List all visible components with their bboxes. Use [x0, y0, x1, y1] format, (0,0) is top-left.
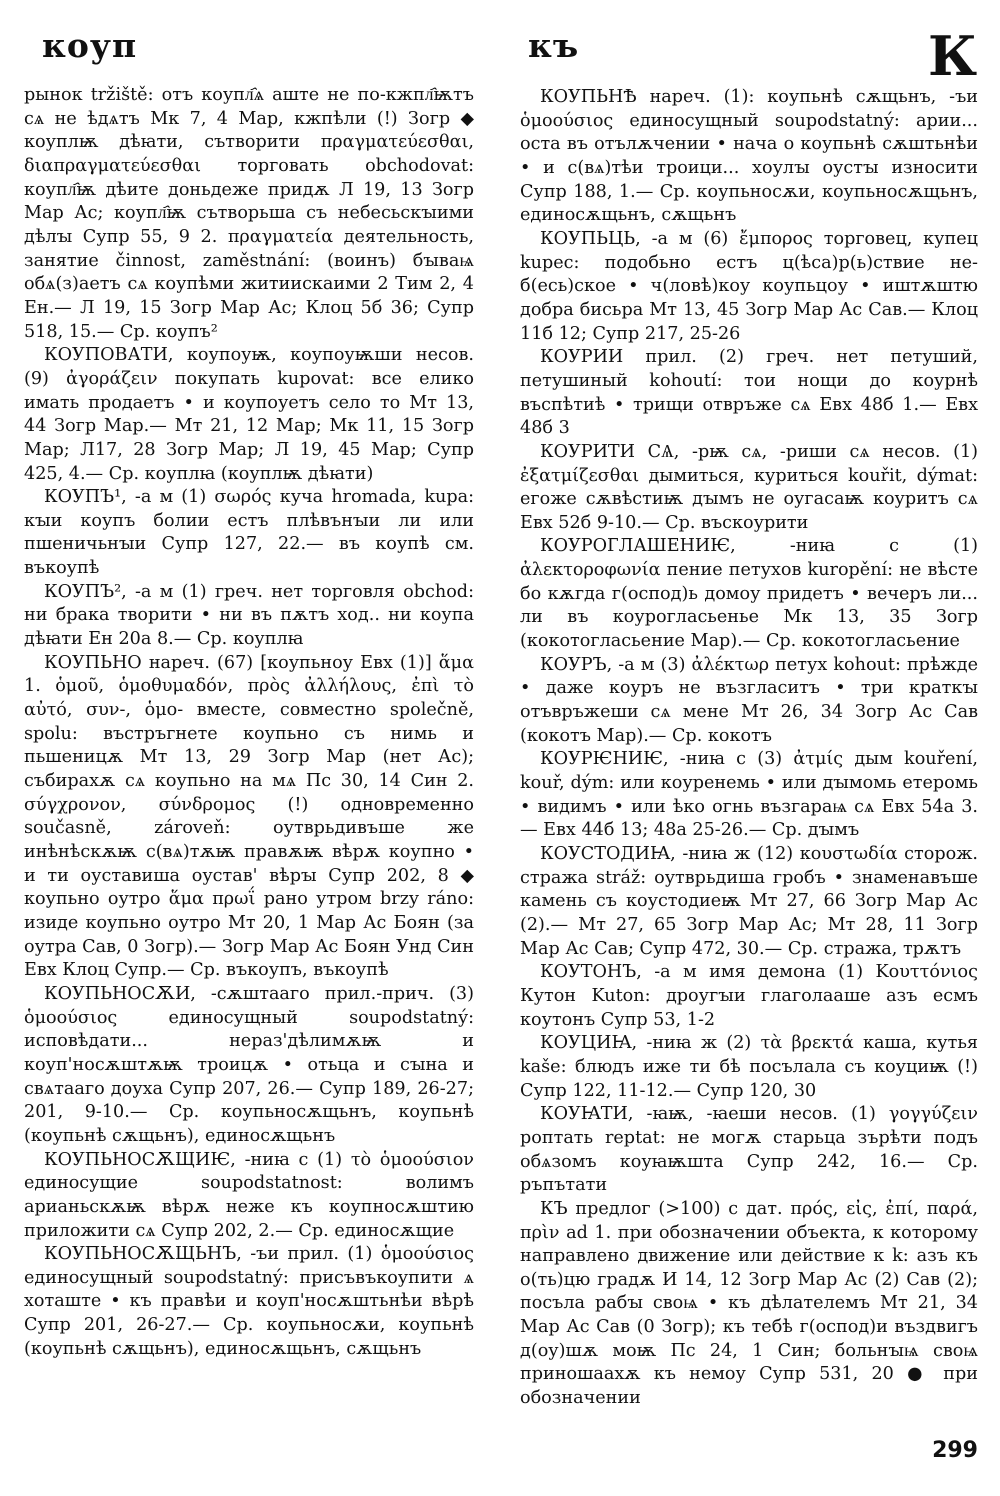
dictionary-entry: КОУРИИ прил. (2) греч. нет петуший, петушиный kohoutí: тои нощи до коурнѣ въспѣтиѣ • трищи отвръже сѧ Евх 48б 1.— Евх 48б 3 [520, 347, 978, 439]
dictionary-entry: КОУꙖТИ, -ꙗѭ, -ꙗеши несов. (1) γογγύζειν роптать reptat: не могѫ старьца зърѣти подъ обѧзомъ коуꙗѭшта Супр 242, 16.— Ср. ръпътати [520, 1104, 978, 1196]
dictionary-entry: КОУПЪ², -а м (1) греч. нет торговля obchod: ни брака творити • ни въ пѫтъ ход.. ни коупа дѣꙗти Ен 20а 8.— Ср. коуплꙗ [24, 581, 474, 650]
running-head-right: къ [528, 26, 580, 65]
dictionary-entry: КОУРѤНИѤ, -ниꙗ с (3) ἀτμίς дым kouření, kouř, dým: или коуренемь • или дꙑмомь етеромь • видимъ • или ѣко огнь възгараѩ сѧ Евх 54а 3.— Евх 44б 13; 48а 25-26.— Ср. дꙑмъ [520, 749, 978, 841]
right-column [520, 86, 978, 1411]
dictionary-entry: рынок tržiště: отъ коупл҄ѧ аште не по-кжпл҄ѭтъ сѧ не ѣдѧтъ Мк 7, 4 Мар, кжпѣли (!) Зогр ◆ коуплѭ дѣꙗти, сътворити πραγματεύεσθαι, διαπραγματεύεσθαι торговать obchodovat: коупл҄ѭ дѣите доньдеже придѫ Л 19, 13 Зогр Мар Ас; коупл҄ѭ сътворьша съ небесьскꙑими дѣлꙑ Супр 55, 9 2. πραγματεία деятельность, занятие činnost, zaměstnání: (воинъ) бꙑваѩ обѧ(з)аетъ сѧ коупѣми житиискаими 2 Тим 2, 4 Ен.— Л 19, 15 Зогр Мар Ас; Клоц 5б 36; Супр 518, 15.— Ср. коупъ² [24, 85, 474, 342]
dictionary-entry: КОУПЬНОСѪЩИѤ, -ниꙗ с (1) τὸ ὁμοούσιον единосущие soupodstatnost: волимъ арианьскѫѭ вѣрѫ неже къ коупносѫштию приложити сѧ Супр 202, 2.— Ср. единосѫщие [24, 1149, 474, 1241]
dictionary-entry: КОУПЬНОСѪИ, -сѫштааго прил.-прич. (3) ὁμοούσιος единосущный soupodstatný: исповѣдати... нераз'дѣлимѫѭ и коуп'носѫштѫѭ троицѫ • отьца и сꙑна и свѧтааго доуха Супр 207, 26.— Супр 189, 26-27; 201, 9-10.— Ср. коупьносѫщьнъ, коупьнѣ (коупьнѣ сѫщьнъ), единосѫщьнъ [24, 983, 474, 1146]
dictionary-entry: КОУПЪ¹, -а м (1) σωρός куча hromada, kupa: кꙑи коупъ болии естъ плѣвънꙑи ли или пшеничьнꙑи Супр 127, 22.— въ коупѣ см. въкоупѣ [24, 487, 474, 579]
dictionary-entry: КОУСТОДИꙖ, -ниꙗ ж (12) κουστωδία сторож. стража stráž: оутврьдиша гробъ • знаменавъше камень съ коустодиеѭ Мт 27, 66 Зогр Мар Ас (2).— Мт 27, 65 Зогр Мар Ас; Мт 28, 11 Зогр Мар Ас Сав; Супр 472, 30.— Ср. стража, трѫтъ [520, 844, 978, 959]
dictionary-entry: КОУПЬНО нареч. (67) [коупьноу Евх (1)] ἅμα 1. ὁμοῦ, ὁμοθυμαδόν, πρὸς ἀλλήλους, ἐπὶ τὸ αὐτό, συν-, ὁμο- вместе, совместно společně, spolu: въстръгнете коупьно съ нимь и пьшеницѫ Мт 13, 29 Зогр Мар (нет Ас); събирахѫ сѧ коупьно на мѧ Пс 30, 14 Син 2. σύγχρονον, σύνδρομος (!) одновременно současně, zároveň: оутврьдивъше же инѣнѣскѫѭ с(вѧ)тѫѭ правѫѭ вѣрѫ коупно • и ти оуставиша оустав' вѣрꙑ Супр 202, 8 ◆ коупьно оутро ἅμα πρωΐ рано утром brzy ráno: изиде коупьно оутро Мт 20, 1 Мар Ас Боян (за оутра Сав, 0 Зогр).— Зогр Мар Ас Боян Унд Син Евх Клоц Супр.— Ср. въкоупъ, въкоупѣ [24, 652, 474, 981]
section-letter: К [928, 24, 978, 88]
dictionary-entry: КОУТОНЪ, -а м имя демона (1) Κουττόνιος Кутон Kuton: дроугꙑи глаголааше азъ есмъ коутонъ Супр 53, 1-2 [520, 962, 978, 1030]
dictionary-entry: КОУРЪ, -а м (3) ἀλέκτωρ петух kohout: прѣжде • даже коуръ не възгласитъ • три краткꙑ отъвръжеши сѧ мене Мт 26, 34 Зогр Ас Сав (кокотъ Мар).— Ср. кокотъ [520, 654, 978, 746]
left-column [24, 84, 474, 1361]
dictionary-entry: КОУПЬЦЬ, -а м (6) ἔμπορος торговец, купец kupec: подобьно естъ ц(ѣса)р(ь)ствие не-б(есь)ское • ч(ловѣ)коу коупьцоу • иштѫштю добра бисьра Мт 13, 45 Зогр Мар Ас Сав.— Клоц 11б 12; Супр 217, 25-26 [520, 228, 978, 344]
dictionary-entry: КОУПЬНѢ нареч. (1): коупьнѣ сѫщьнъ, -ъи ὁμοούσιος единосущный soupodstatný: арии... оста въ отълѫчении • нача о коупьнѣ сѫштьнѣи • и с(вѧ)тѣи троици... хоулꙑ оустꙑ износити Супр 188, 1.— Ср. коупьносѫи, коупьносѫщьнъ, единосѫщьнъ, сѫщьнъ [520, 87, 978, 226]
dictionary-entry: КЪ предлог (>100) с дат. πρός, εἰς, ἐπί, παρά, πρὶν ad 1. при обозначении объекта, к которому направлено движение или действие к k: азъ къ о(ть)цю градѫ И 14, 12 Зогр Мар Ас (2) Сав (2); посъла рабꙑ своѩ • къ дѣлателемъ Мт 21, 34 Мар Ас Сав (0 Зогр); къ тебѣ г(оспод)и въздвигъ д(оу)шѫ моѭ Пс 24, 1 Син; больнꙑѩ своѩ приношаахѫ къ немоу Супр 531, 20 ● при обозначении [520, 1198, 978, 1409]
dictionary-entry: КОУЦИꙖ, -ниꙗ ж (2) τὰ βρεκτά каша, кутья kaše: блюдъ иже ти бѣ посълала съ коуциѭ (!) Супр 122, 11-12.— Супр 120, 30 [520, 1033, 978, 1101]
dictionary-entry: КОУРОГЛАШЕНИѤ, -ниꙗ с (1) ἀλεκτοροφωνία пение петухов kuropění: не вѣсте бо кѫгда г(оспод)ь домоу придетъ • вечеръ ли... ли въ коурогласьенье Мк 13, 35 Зогр (кокотогласьение Мар).— Ср. кокотогласьение [520, 536, 978, 652]
dictionary-entry: КОУРИТИ СѦ, -рѭ сѧ, -риши сѧ несов. (1) ἐξατμίζεσθαι дымиться, куриться kouřit, dýmat: егоже сѫвѣстиѭ дꙑмъ не оугасаѭ коуритъ сѧ Евх 52б 9-10.— Ср. въскоурити [520, 441, 978, 533]
dictionary-entry: КОУПОВАТИ, коупоуѭ, коупоуѭши несов. (9) ἀγοράζειν покупать kupovat: все елико имать продаетъ • и коупоуетъ село то Мт 13, 44 Зогр Мар.— Мт 21, 12 Мар; Мк 11, 15 Зогр Мар; Л17, 28 Зогр Мар; Л 19, 45 Мар; Супр 425, 4.— Ср. коуплꙗ (коуплѭ дѣꙗти) [24, 345, 474, 484]
running-head-left: коуп [42, 26, 138, 65]
page-number: 299 [932, 1438, 978, 1463]
dictionary-entry: КОУПЬНОСѪЩЬНЪ, -ъи прил. (1) ὁμοούσιος единосущный soupodstatný: присъвъкоупити ѧ хоташте • къ правѣи и коуп'носѫштьнѣи вѣрѣ Супр 201, 26-27.— Ср. коупьносѫи, коупьнѣ (коупьнѣ сѫщьнъ), единосѫщьнъ, сѫщьнъ [24, 1244, 474, 1359]
